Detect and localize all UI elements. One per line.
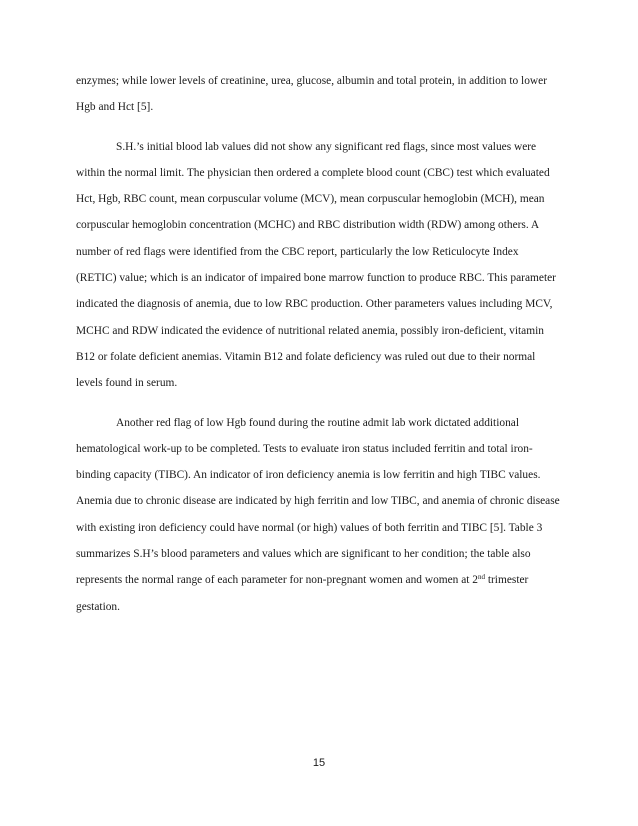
text-line: indicated the diagnosis of anemia, due to low RBC production. Other parameters values including MCV, — [76, 298, 553, 311]
page-number: 15 — [312, 757, 326, 769]
text-line-trimester — [76, 567, 568, 593]
text-fragment: represents the normal range of each parameter for non-pregnant women and women at 2 — [76, 574, 478, 587]
text-fragment: trimester — [485, 574, 529, 587]
text-line: Another red flag of low Hgb found during the routine admit lab work dictated additional — [116, 416, 519, 429]
text-line: MCHC and RDW indicated the evidence of nutritional related anemia, possibly iron-deficient, vitamin — [76, 324, 544, 337]
text-line: with existing iron deficiency could have normal (or high) values of both ferritin and TIBC [5]. Table 3 — [76, 521, 543, 534]
text-line: S.H.’s initial blood lab values did not show any significant red flags, since most values were — [116, 140, 537, 153]
text-line: within the normal limit. The physician then ordered a complete blood count (CBC) test which evaluated — [76, 166, 550, 179]
text-line: (RETIC) value; which is an indicator of impaired bone marrow function to produce RBC. This parameter — [76, 272, 556, 285]
paragraph-3 — [76, 410, 568, 620]
paragraph-gap — [76, 121, 568, 134]
text-line: number of red flags were identified from the CBC report, particularly the low Reticulocyte Index — [76, 245, 519, 258]
ordinal-superscript: nd — [478, 573, 485, 582]
paragraph-gap — [76, 397, 568, 410]
text-line: Anemia due to chronic disease are indicated by high ferritin and low TIBC, and anemia of chronic disease — [76, 495, 560, 508]
paragraph-1 — [76, 68, 568, 121]
text-line: B12 or folate deficient anemias. Vitamin B12 and folate deficiency was ruled out due to their normal — [76, 350, 536, 363]
text-line: enzymes; while lower levels of creatinine, urea, glucose, albumin and total protein, in addition to lower — [76, 75, 547, 87]
text-line: binding capacity (TIBC). An indicator of iron deficiency anemia is low ferritin and high TIBC values. — [76, 469, 541, 482]
text-line: gestation. — [76, 600, 120, 613]
text-line: levels found in serum. — [76, 377, 178, 390]
text-line: hematological work-up to be completed. Tests to evaluate iron status included ferritin and total iron- — [76, 442, 533, 455]
paragraph-2 — [76, 134, 568, 397]
text-line: Hct, Hgb, RBC count, mean corpuscular volume (MCV), mean corpuscular hemoglobin (MCH), mean — [76, 193, 545, 206]
text-line: summarizes S.H’s blood parameters and values which are significant to her condition; the table also — [76, 548, 531, 561]
body-text — [76, 68, 568, 620]
text-line: corpuscular hemoglobin concentration (MCHC) and RBC distribution width (RDW) among others. A — [76, 219, 540, 232]
text-line: Hgb and Hct [5]. — [76, 101, 154, 114]
